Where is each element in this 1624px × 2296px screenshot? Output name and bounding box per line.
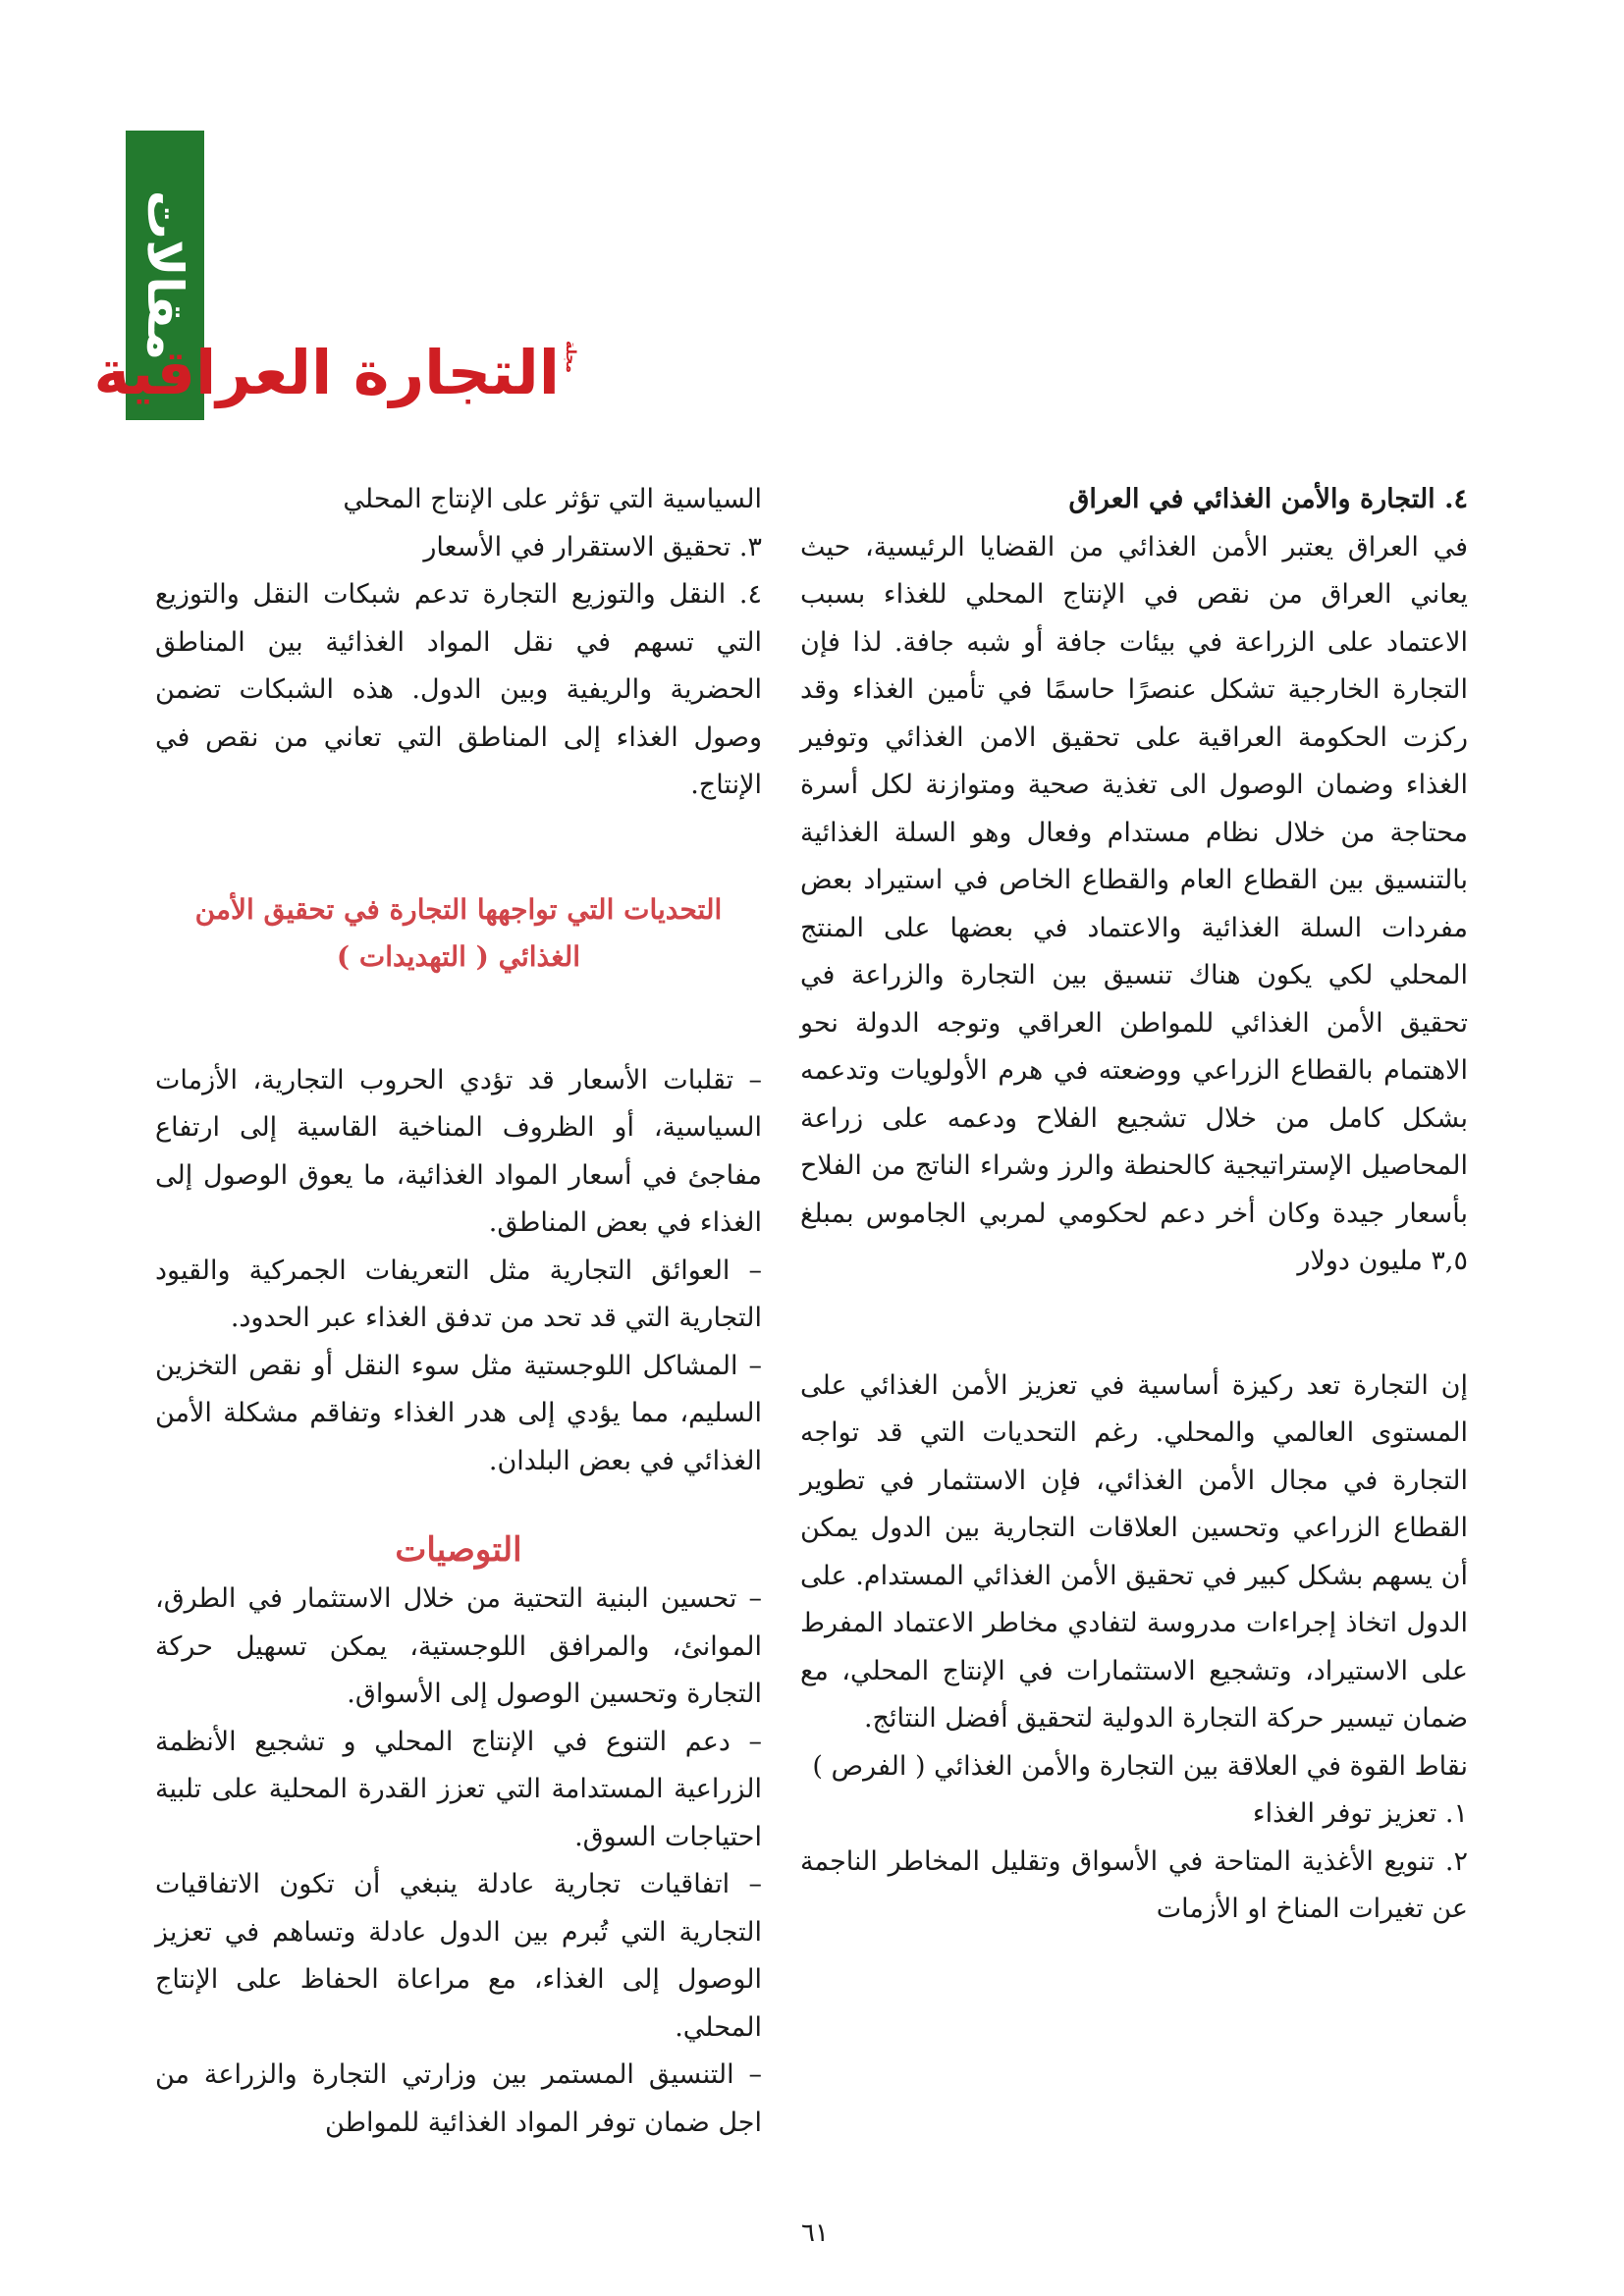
- strength-item-4: ٤. النقل والتوزيع التجارة تدعم شبكات النقل والتوزيع التي تسهم في نقل المواد الغذائية بين المناطق الحضرية والريفية وبين الدول. هذه الشبكات تضمن وصول الغذاء إلى المناطق التي تعاني من نقص في الإنتاج.: [155, 579, 762, 800]
- strengths-heading: نقاط القوة في العلاقة بين التجارة والأمن الغذائي ( الفرص ): [812, 1750, 1468, 1782]
- left-column: [155, 476, 762, 2138]
- masthead: [93, 324, 578, 422]
- section-heading: ٤. التجارة والأمن الغذائي في العراق: [1068, 484, 1468, 514]
- challenge-item-1: – تقلبات الأسعار قد تؤدي الحروب التجارية، الأزمات السياسية، أو الظروف المناخية القاسية إلى ارتفاع مفاجئ في أسعار المواد الغذائية، ما يعوق الوصول إلى الغذاء في بعض المناطق.: [155, 1064, 762, 1238]
- challenges-heading: التحديات التي تواجهها التجارة في تحقيق الأمن الغذائي ( التهديدات ): [194, 892, 723, 973]
- recommendation-item-2: – دعم التنوع في الإنتاج المحلي و تشجيع الأنظمة الزراعية المستدامة التي تعزز القدرة المحلية على تلبية احتياجات السوق.: [155, 1726, 762, 1852]
- recommendation-item-1: – تحسين البنية التحتية من خلال الاستثمار في الطرق، الموانئ، والمرافق اللوجستية، يمكن تسهيل حركة التجارة وتحسين الوصول إلى الأسواق.: [155, 1583, 762, 1709]
- strength-item-2: ٢. تنويع الأغذية المتاحة في الأسواق وتقليل المخاطر الناجمة عن تغيرات المناخ او الأزمات: [800, 1845, 1468, 1924]
- magazine-title: التجارة العراقية: [93, 337, 560, 408]
- continuation-text: السياسية التي تؤثر على الإنتاج المحلي: [343, 484, 762, 514]
- paragraph-trade-iraq: في العراق يعتبر الأمن الغذائي من القضايا الرئيسية، حيث يعاني العراق من نقص في الإنتاج المحلي للغذاء بسبب الاعتماد على الزراعة في بيئات جافة أو شبه جافة. لذا فإن التجارة الخارجية تشكل عنصرًا حاسمًا في تأمين الغذاء وقد ركزت الحكومة العراقية على تحقيق الامن الغذائي وتوفير الغذاء وضمان الوصول الى تغذية صحية ومتوازنة لكل أسرة محتاجة من خلال نظام مستدام وفعال وهو السلة الغذائية بالتنسيق بين القطاع العام والقطاع الخاص في استيراد بعض مفردات السلة الغذائية والاعتماد في بعضها على المنتج المحلي لكي يكون هناك تنسيق بين التجارة والزراعة في تحقيق الأمن الغذائي للمواطن العراقي وتوجه الدولة نحو الاهتمام بالقطاع الزراعي ووضعته في هرم الأولويات وتدعمه بشكل كامل من خلال تشجيع الفلاح ودعمه على زراعة المحاصيل الإستراتيجية كالحنطة والرز وشراء الناتج من الفلاح بأسعار جيدة وكان أخر دعم لحكومي لمربي الجاموس بمبلغ ٣,٥ مليون دولار: [800, 531, 1468, 1276]
- recommendations-heading: التوصيات: [395, 1530, 522, 1570]
- challenge-item-2: – العوائق التجارية مثل التعريفات الجمركية والقيود التجارية التي قد تحد من تدفق الغذاء عبر الحدود.: [155, 1255, 762, 1333]
- challenge-item-3: – المشاكل اللوجستية مثل سوء النقل أو نقص التخزين السليم، مما يؤدي إلى هدر الغذاء وتفاقم مشكلة الأمن الغذائي في بعض البلدان.: [155, 1350, 762, 1476]
- spacer: [155, 810, 762, 886]
- recommendation-item-4: – التنسيق المستمر بين وزارتي التجارة والزراعة من اجل ضمان توفر المواد الغذائية للمواطن: [155, 2059, 762, 2138]
- magazine-kicker: مجلة: [563, 341, 578, 373]
- right-column: [800, 476, 1468, 2135]
- page-number: ٦١: [801, 2218, 829, 2248]
- spacer: [800, 1286, 1468, 1362]
- section-label: مقالات: [136, 189, 193, 361]
- spacer: [155, 1485, 762, 1524]
- strength-item-1: ١. تعزيز توفر الغذاء: [1252, 1798, 1468, 1829]
- recommendation-item-3: – اتفاقيات تجارية عادلة ينبغي أن تكون الاتفاقيات التجارية التي تُبرم بين الدول عادلة وتساهم في تعزيز الوصول إلى الغذاء، مع مراعاة الحفاظ على الإنتاج المحلي.: [155, 1869, 762, 2043]
- strength-item-3: ٣. تحقيق الاستقرار في الأسعار: [423, 531, 762, 562]
- spacer: [155, 981, 762, 1057]
- paragraph-conclusion: إن التجارة تعد ركيزة أساسية في تعزيز الأمن الغذائي على المستوى العالمي والمحلي. رغم التحديات التي قد تواجه التجارة في مجال الأمن الغذائي، فإن الاستثمار في تطوير القطاع الزراعي وتحسين العلاقات التجارية بين الدول يمكن أن يسهم بشكل كبير في تحقيق الأمن الغذائي المستدام. على الدول اتخاذ إجراءات مدروسة لتفادي مخاطر الاعتماد المفرط على الاستيراد، وتشجيع الاستثمارات في الإنتاج المحلي، مع ضمان تيسير حركة التجارة الدولية لتحقيق أفضل النتائج.: [800, 1369, 1468, 1734]
